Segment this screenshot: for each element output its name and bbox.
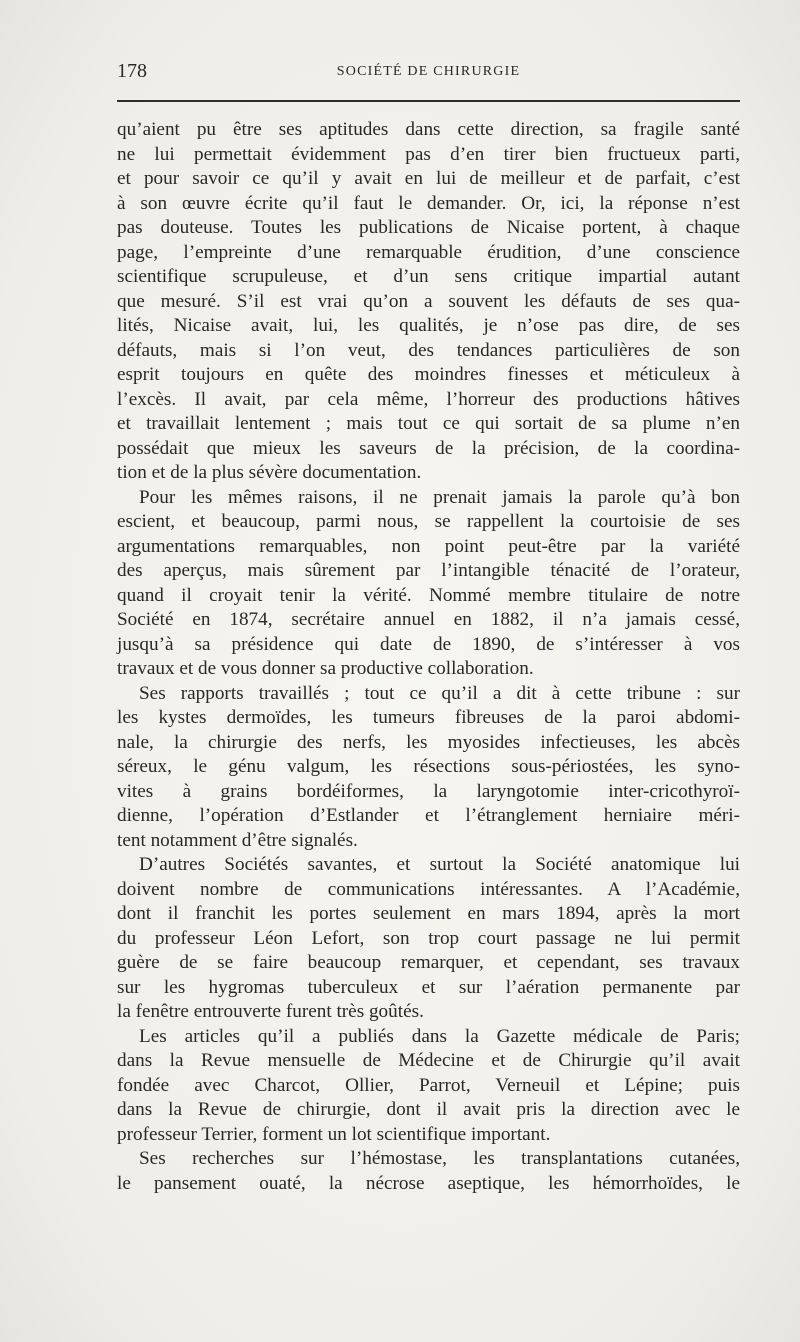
text-line: dans la Revue de chirurgie, dont il avait pris la direction avec le (117, 1099, 740, 1120)
text-line: la fenêtre entrouverte furent très goûtés. (117, 1001, 424, 1022)
text-line: possédait que mieux les saveurs de la précision, de la coordina- (117, 437, 740, 459)
text-line: que mesuré. S’il est vrai qu’on a souvent les défauts de ses qua- (117, 290, 740, 312)
text-line: le pansement ouaté, la nécrose aseptique, les hémorrhoïdes, le (117, 1172, 740, 1194)
text-line: Ses rapports travaillés ; tout ce qu’il a dit à cette tribune : sur (139, 682, 740, 704)
paragraph (117, 853, 740, 1025)
text-line: travaux et de vous donner sa productive collaboration. (117, 658, 534, 679)
text-line: Société en 1874, secrétaire annuel en 1882, il n’a jamais cessé, (117, 609, 740, 630)
text-line: et travaillait lentement ; mais tout ce qui sortait de sa plume n’en (117, 413, 740, 434)
text-line: vites à grains bordéiformes, la laryngotomie inter-cricothyroï- (117, 780, 740, 802)
text-line: lités, Nicaise avait, lui, les qualités, je n’ose pas dire, de ses (117, 315, 740, 336)
text-line: défauts, mais si l’on veut, des tendances particulières de son (117, 339, 740, 361)
paragraph (117, 1025, 740, 1148)
text-line: dienne, l’opération d’Estlander et l’étranglement herniaire méri- (117, 805, 740, 826)
body-text (117, 118, 740, 1196)
text-line: Les articles qu’il a publiés dans la Gazette médicale de Paris; (139, 1025, 740, 1047)
text-line: qu’aient pu être ses aptitudes dans cette direction, sa fragile santé (117, 119, 740, 140)
text-line: les kystes dermoïdes, les tumeurs fibreuses de la paroi abdomi- (117, 707, 740, 728)
running-title: SOCIÉTÉ DE CHIRURGIE (336, 64, 521, 79)
text-line: esprit toujours en quête des moindres finesses et méticuleux à (117, 364, 740, 385)
text-line: doivent nombre de communications intéressantes. A l’Académie, (117, 878, 740, 900)
text-line: ne lui permettait évidemment pas d’en tirer bien fructueux parti, (117, 143, 740, 165)
text-line: à son œuvre écrite qu’il faut le demander. Or, ici, la réponse n’est (117, 192, 740, 214)
text-line: quand il croyait tenir la vérité. Nommé membre titulaire de notre (117, 584, 740, 606)
text-line: tion et de la plus sévère documentation. (117, 462, 422, 483)
text-line: dans la Revue mensuelle de Médecine et de Chirurgie qu’il avait (117, 1050, 740, 1071)
text-line: du professeur Léon Lefort, son trop court passage ne lui permit (117, 927, 740, 949)
text-line: argumentations remarquables, non point peut-être par la variété (117, 535, 740, 557)
text-line: séreux, le génu valgum, les résections sous-périostées, les syno- (117, 756, 740, 777)
text-line: l’excès. Il avait, par cela même, l’horreur des productions hâtives (117, 388, 740, 410)
page-header (117, 60, 740, 88)
text-line: Ses recherches sur l’hémostase, les transplantations cutanées, (139, 1148, 740, 1169)
text-line: des aperçus, mais sûrement par l’intangible ténacité de l’orateur, (117, 560, 740, 581)
paragraph (117, 118, 740, 486)
text-line: jusqu’à sa présidence qui date de 1890, de s’intéresser à vos (117, 633, 740, 655)
text-line: guère de se faire beaucoup remarquer, et cependant, ses travaux (117, 952, 740, 973)
text-line: professeur Terrier, forment un lot scientifique important. (117, 1123, 551, 1145)
text-line: nale, la chirurgie des nerfs, les myosides infectieuses, les abcès (117, 731, 740, 753)
text-line: dont il franchit les portes seulement en mars 1894, après la mort (117, 903, 740, 924)
text-line: Pour les mêmes raisons, il ne prenait jamais la parole qu’à bon (139, 486, 740, 508)
text-line: sur les hygromas tuberculeux et sur l’aération permanente par (117, 976, 740, 998)
text-line: escient, et beaucoup, parmi nous, se rappellent la courtoisie de ses (117, 511, 740, 532)
text-line: et pour savoir ce qu’il y avait en lui de meilleur et de parfait, c’est (117, 168, 740, 189)
header-rule (117, 100, 740, 102)
page-number: 178 (117, 60, 147, 82)
paragraph (117, 682, 740, 854)
text-line: pas douteuse. Toutes les publications de Nicaise portent, à chaque (117, 217, 740, 238)
text-line: scientifique scrupuleuse, et d’un sens critique impartial autant (117, 266, 740, 287)
text-line: page, l’empreinte d’une remarquable érudition, d’une conscience (117, 241, 740, 263)
paragraph (117, 486, 740, 682)
text-line: fondée avec Charcot, Ollier, Parrot, Verneuil et Lépine; puis (117, 1074, 740, 1096)
text-line: tent notamment d’être signalés. (117, 829, 358, 851)
text-line: D’autres Sociétés savantes, et surtout la Société anatomique lui (139, 854, 740, 875)
paragraph (117, 1147, 740, 1196)
